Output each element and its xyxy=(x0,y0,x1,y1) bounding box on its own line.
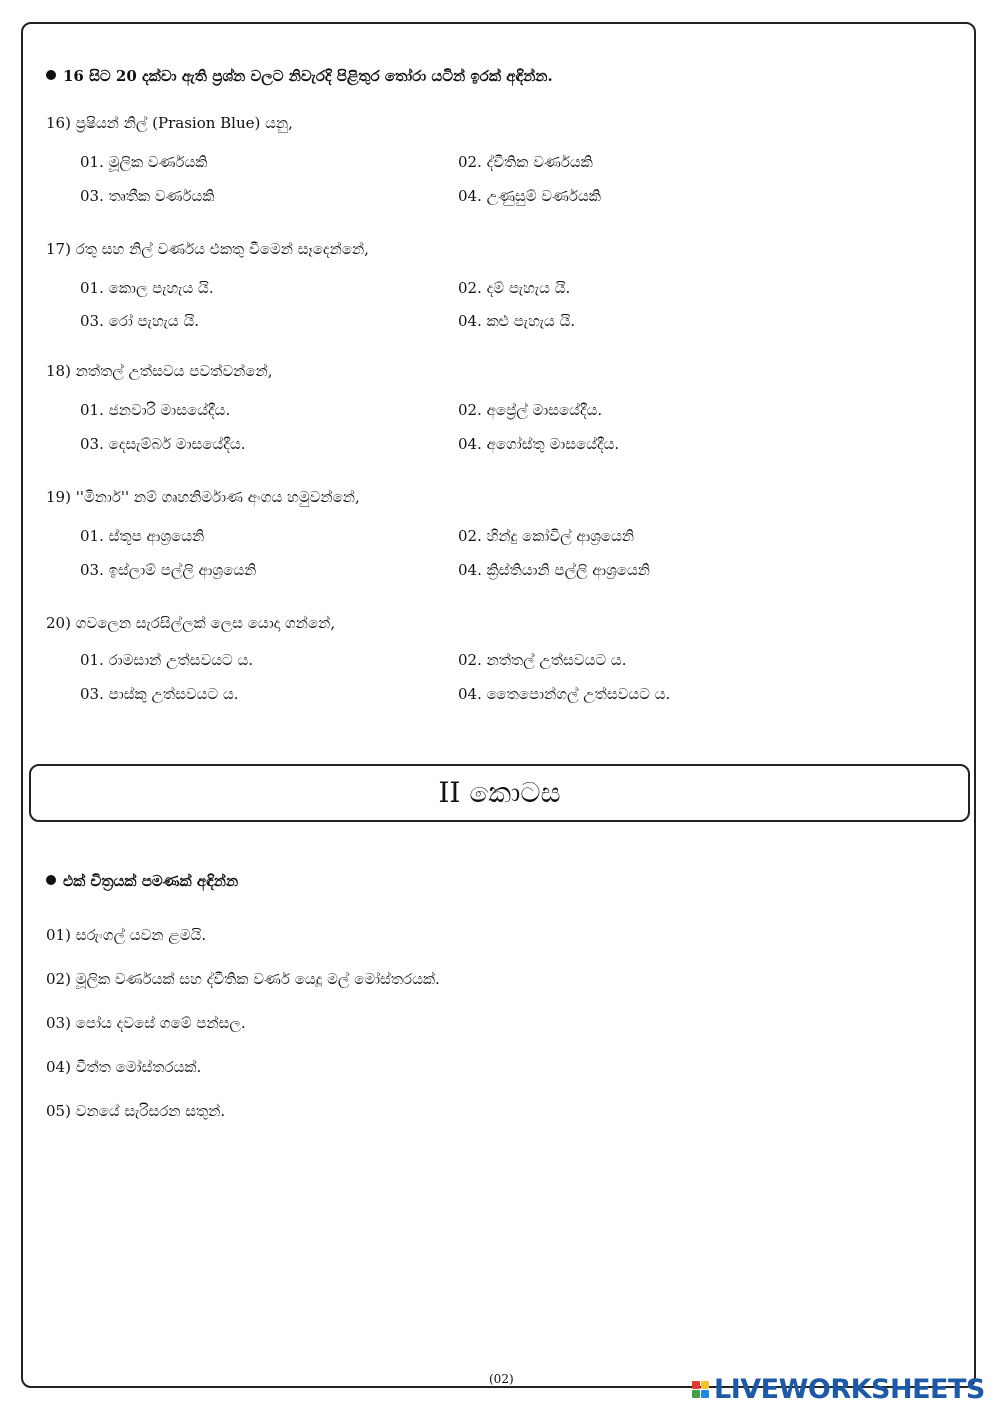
q20-option-2[interactable]: 02. නත්තල් උත්සවයට ය. xyxy=(458,651,627,669)
q18-option-2[interactable]: 02. අප්‍රේල් මාසයේදීය. xyxy=(458,401,603,419)
drawing-topic-5: 05) වනයේ සැරිසරන සතුන්. xyxy=(46,1102,226,1120)
drawing-topic-4: 04) වීත්ත මෝස්තරයක්. xyxy=(46,1058,202,1076)
q17-option-4[interactable]: 04. කළු පැහැය යි. xyxy=(458,312,576,330)
question-20: 20) ගවලෙන සැරසිල්ලක් ලෙස යොදා ගන්නේ, xyxy=(46,614,336,632)
bullet-icon xyxy=(46,875,56,885)
section-2-title: II කොටස xyxy=(438,776,561,809)
q16-option-3[interactable]: 03. තෘතීක වර්ණයකි xyxy=(80,187,215,205)
q18-option-3[interactable]: 03. දෙසැම්බර් මාසයේදීය. xyxy=(80,435,246,453)
question-19: 19) ''මිනාර්'' නම් ගෘහනිර්මාණ අංගය හමුවන්නේ, xyxy=(46,488,360,506)
question-17: 17) රතු සහ නිල් වර්ණය එකතු වීමෙන් සෑදෙන්නේ, xyxy=(46,240,369,258)
q19-option-2[interactable]: 02. හින්දු කෝවිල් ආශ්‍රයෙනි xyxy=(458,527,635,545)
q16-option-4[interactable]: 04. උණුසුම් වර්ණයකි xyxy=(458,187,601,205)
part2-instruction-text: එක් චිත්‍රයක් පමණක් අඳින්න xyxy=(63,872,239,890)
page-number: (02) xyxy=(489,1372,514,1386)
q18-option-1[interactable]: 01. ජනවාරි මාසයේදීය. xyxy=(80,401,231,419)
q17-option-3[interactable]: 03. රෝ පැහැය යි. xyxy=(80,312,200,330)
q16-option-2[interactable]: 02. ද්වීතික වර්ණයකි xyxy=(458,153,593,171)
liveworksheets-logo xyxy=(692,1372,985,1406)
q19-option-4[interactable]: 04. ක්‍රිස්තියානි පල්ලි ආශ්‍රයෙනි xyxy=(458,561,650,579)
q20-option-4[interactable]: 04. තෛපොන්ගල් උත්සවයට ය. xyxy=(458,685,671,703)
q18-option-4[interactable]: 04. අගෝස්තු මාසයේදීය. xyxy=(458,435,620,453)
part2-instruction xyxy=(46,872,238,890)
part1-instruction-text: 16 සිට 20 දක්වා ඇති ප්‍රශ්න වලට නිවැරදි පිළිතුර තෝරා යටින් ඉරක් අඳින්න. xyxy=(63,67,553,85)
question-16: 16) ප්‍රෂියන් නිල් (Prasion Blue) යනු, xyxy=(46,114,293,132)
q19-option-3[interactable]: 03. ඉස්ලාම් පල්ලි ආශ්‍රයෙනි xyxy=(80,561,257,579)
drawing-topic-1: 01) සරුංගල් යවන ළමයි. xyxy=(46,926,207,944)
q16-option-1[interactable]: 01. මූලික වර්ණයකි xyxy=(80,153,208,171)
section-2-header xyxy=(29,764,970,822)
question-18: 18) නත්තල් උත්සවය පවත්වන්නේ, xyxy=(46,362,273,380)
q17-option-2[interactable]: 02. දම් පැහැය යි. xyxy=(458,279,571,297)
q20-option-3[interactable]: 03. පාස්කු උත්සවයට ය. xyxy=(80,685,239,703)
part1-instruction xyxy=(46,67,553,85)
liveworksheets-mark-icon xyxy=(692,1381,709,1398)
q20-option-1[interactable]: 01. රාමසාන් උත්සවයට ය. xyxy=(80,651,254,669)
bullet-icon xyxy=(46,70,56,80)
page-border xyxy=(21,22,976,1388)
q19-option-1[interactable]: 01. ස්තූප ආශ්‍රයෙනි xyxy=(80,527,205,545)
q17-option-1[interactable]: 01. කොල පැහැය යි. xyxy=(80,279,214,297)
liveworksheets-logo-text: LIVEWORKSHEETS xyxy=(714,1373,985,1405)
drawing-topic-3: 03) පෝය දවසේ ගමේ පන්සල. xyxy=(46,1014,246,1032)
drawing-topic-2: 02) මූලික වර්ණයක් සහ ද්වීතික වර්ණ යෙදූ මල් මෝස්තරයක්. xyxy=(46,970,440,988)
